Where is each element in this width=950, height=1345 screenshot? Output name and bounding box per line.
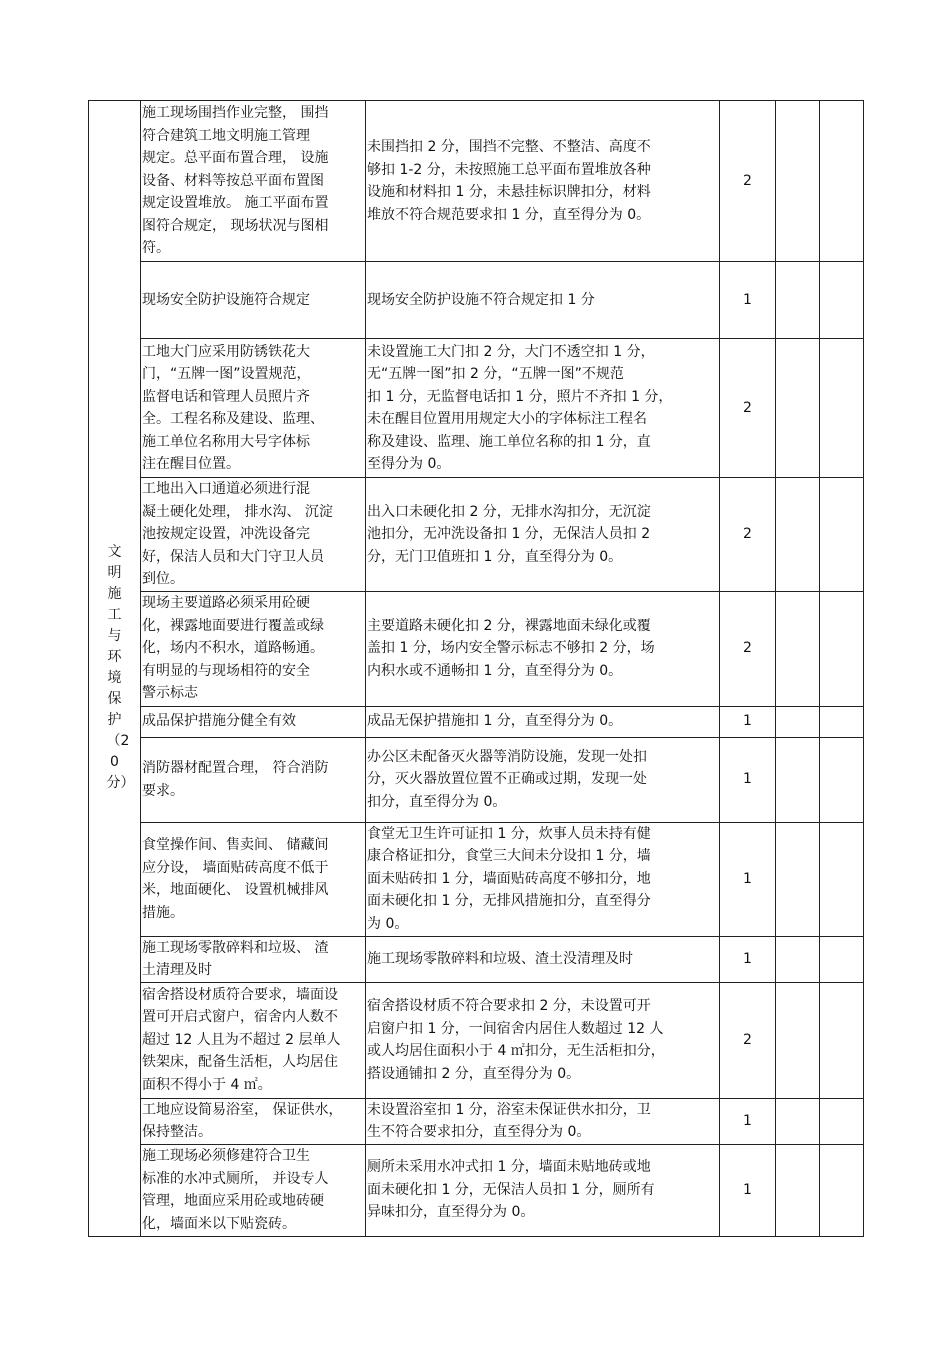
requirement-cell: 工地应设简易浴室， 保证供水， 保持整洁。 [141, 1098, 366, 1144]
score-cell: 1 [720, 936, 776, 982]
blank-cell [820, 339, 864, 478]
blank-cell [820, 1144, 864, 1236]
blank-cell [776, 262, 820, 339]
blank-cell [776, 737, 820, 822]
requirement-cell: 现场主要道路必须采用砼硬 化，裸露地面要进行覆盖或绿 化，场内不积水，道路畅通。 有明显的与现场相符的安全 警示标志 [141, 591, 366, 706]
score-cell: 1 [720, 822, 776, 936]
score-cell: 2 [720, 982, 776, 1098]
standard-cell: 施工现场零散碎料和垃圾、渣土没清理及时 [366, 936, 720, 982]
table-row [89, 982, 864, 1098]
blank-cell [820, 478, 864, 592]
table-row [89, 706, 864, 737]
table-row [89, 478, 864, 592]
requirement-cell: 施工现场必须修建符合卫生 标准的水冲式厕所， 并设专人 管理，地面应采用砼或地砖硬 化，墙面米以下贴瓷砖。 [141, 1144, 366, 1236]
requirement-cell: 消防器材配置合理， 符合消防 要求。 [141, 737, 366, 822]
blank-cell [776, 339, 820, 478]
blank-cell [776, 478, 820, 592]
blank-cell [776, 1098, 820, 1144]
score-cell: 1 [720, 1144, 776, 1236]
standard-cell: 办公区未配备灭火器等消防设施，发现一处扣 分，灭火器放置位置不正确或过期，发现一处 扣分，直至得分为 0。 [366, 737, 720, 822]
requirement-cell: 工地出入口通道必须进行混 凝土硬化处理， 排水沟、 沉淀 池按规定设置，冲洗设备完 好，保洁人员和大门守卫人员 到位。 [141, 478, 366, 592]
blank-cell [820, 822, 864, 936]
table-row [89, 262, 864, 339]
table-row [89, 737, 864, 822]
blank-cell [776, 1144, 820, 1236]
category-label: 文明施工与环境保护（20分） [106, 544, 135, 791]
score-cell: 2 [720, 478, 776, 592]
blank-cell [776, 936, 820, 982]
blank-cell [820, 262, 864, 339]
blank-cell [820, 936, 864, 982]
standard-cell: 出入口未硬化扣 2 分，无排水沟扣分，无沉淀 池扣分，无冲洗设备扣 1 分，无保洁人员扣 2 分，无门卫值班扣 1 分，直至得分为 0。 [366, 478, 720, 592]
standard-cell: 成品无保护措施扣 1 分，直至得分为 0。 [366, 706, 720, 737]
blank-cell [820, 982, 864, 1098]
blank-cell [820, 737, 864, 822]
standard-cell: 食堂无卫生许可证扣 1 分，炊事人员未持有健 康合格证扣分，食堂三大间未分设扣 1 分，墙 面未贴砖扣 1 分，墙面贴砖高度不够扣分，地 面未硬化扣 1 分，无排风措施扣分，直至得分 为 0。 [366, 822, 720, 936]
requirement-cell: 宿舍搭设材质符合要求，墙面设 置可开启式窗户，宿舍内人数不 超过 12 人且为不超过 2 层单人 铁架床，配备生活柜，人均居住 面积不得小于 4 ㎡。 [141, 982, 366, 1098]
standard-cell: 宿舍搭设材质不符合要求扣 2 分，未设置可开 启窗户扣 1 分，一间宿舍内居住人数超过 12 人 或人均居住面积小于 4 ㎡扣分，无生活柜扣分， 搭设通铺扣 2 分，直至得分为 0。 [366, 982, 720, 1098]
standard-cell: 主要道路未硬化扣 2 分，裸露地面未绿化或覆 盖扣 1 分，场内安全警示标志不够扣 2 分，场 内积水或不通畅扣 1 分，直至得分为 0。 [366, 591, 720, 706]
score-cell: 1 [720, 1098, 776, 1144]
score-cell: 2 [720, 591, 776, 706]
score-cell: 1 [720, 737, 776, 822]
requirement-cell: 现场安全防护设施符合规定 [141, 262, 366, 339]
table-row [89, 1098, 864, 1144]
requirement-cell: 施工现场围挡作业完整， 围挡 符合建筑工地文明施工管理 规定。总平面布置合理， 设施 设备、材料等按总平面布置图 规定设置堆放。 施工平面布置 图符合规定， 现场状况与图相 符。 [141, 101, 366, 262]
table-row [89, 591, 864, 706]
score-cell: 2 [720, 101, 776, 262]
standard-cell: 未设置施工大门扣 2 分，大门不透空扣 1 分， 无“五牌一图”扣 2 分，“五牌一图”不规范 扣 1 分，无监督电话扣 1 分，照片不齐扣 1 分， 未在醒目位置用用规定大小的字体标注工程名 称及建设、监理、施工单位名称的扣 1 分，直 至得分为 0。 [366, 339, 720, 478]
blank-cell [776, 101, 820, 262]
blank-cell [820, 706, 864, 737]
requirement-cell: 成品保护措施分健全有效 [141, 706, 366, 737]
blank-cell [820, 1098, 864, 1144]
standard-cell: 现场安全防护设施不符合规定扣 1 分 [366, 262, 720, 339]
table-row [89, 101, 864, 262]
blank-cell [820, 101, 864, 262]
score-cell: 1 [720, 706, 776, 737]
blank-cell [776, 982, 820, 1098]
blank-cell [776, 822, 820, 936]
table-row [89, 339, 864, 478]
requirement-cell: 工地大门应采用防锈铁花大 门，“五牌一图”设置规范， 监督电话和管理人员照片齐 全。工程名称及建设、监理、 施工单位名称用大号字体标 注在醒目位置。 [141, 339, 366, 478]
standard-cell: 未围挡扣 2 分，围挡不完整、不整洁、高度不 够扣 1-2 分，未按照施工总平面布置堆放各种 设施和材料扣 1 分，未悬挂标识牌扣分，材料 堆放不符合规范要求扣 1 分，直至得分为 0。 [366, 101, 720, 262]
table-row [89, 822, 864, 936]
inspection-table [88, 100, 864, 1237]
blank-cell [776, 591, 820, 706]
table-row [89, 1144, 864, 1236]
requirement-cell: 食堂操作间、售卖间、 储藏间 应分设， 墙面贴砖高度不低于 米，地面硬化、 设置机械排风 措施。 [141, 822, 366, 936]
score-cell: 2 [720, 339, 776, 478]
requirement-cell: 施工现场零散碎料和垃圾、 渣 土清理及时 [141, 936, 366, 982]
standard-cell: 未设置浴室扣 1 分，浴室未保证供水扣分，卫 生不符合要求扣分，直至得分为 0。 [366, 1098, 720, 1144]
score-cell: 1 [720, 262, 776, 339]
blank-cell [820, 591, 864, 706]
category-cell [89, 101, 141, 1237]
blank-cell [776, 706, 820, 737]
table-row [89, 936, 864, 982]
standard-cell: 厕所未采用水冲式扣 1 分，墙面未贴地砖或地 面未硬化扣 1 分，无保洁人员扣 1 分，厕所有 异味扣分，直至得分为 0。 [366, 1144, 720, 1236]
